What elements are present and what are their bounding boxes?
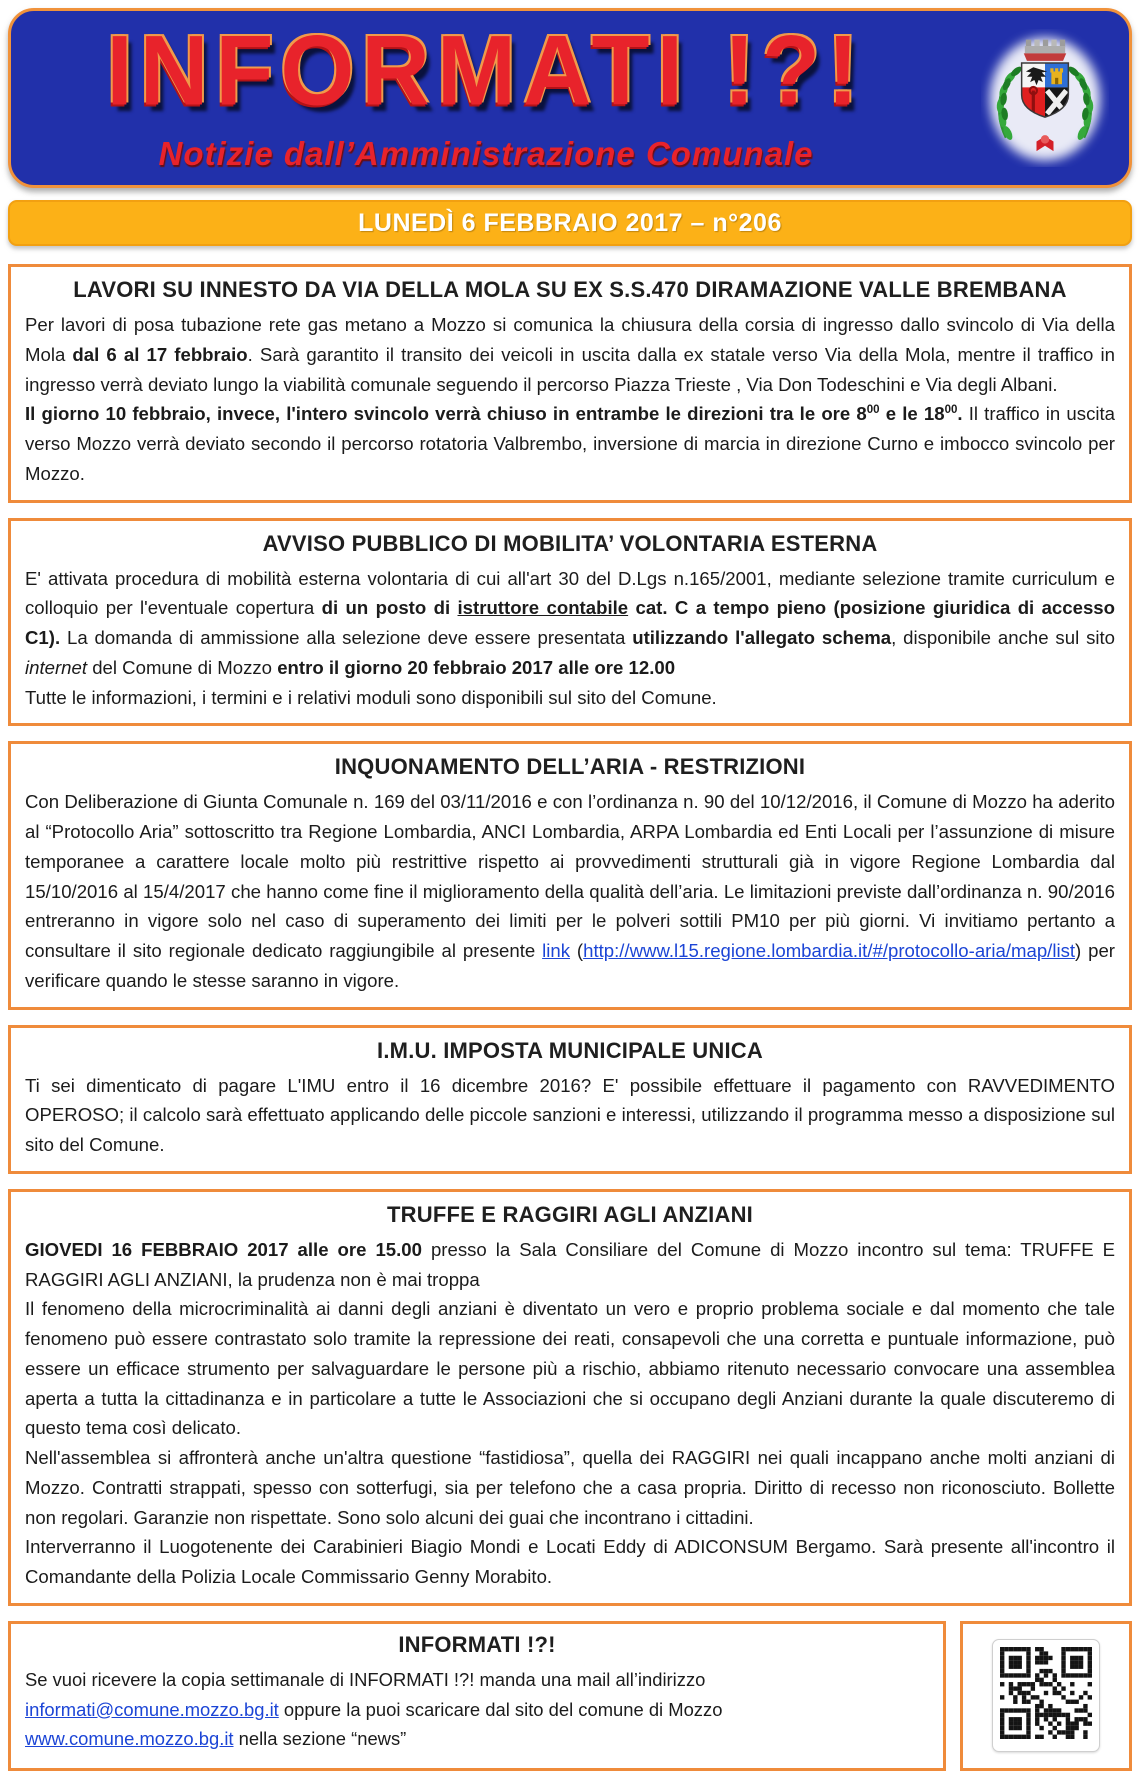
text-run: 00 <box>944 404 958 417</box>
hyperlink[interactable]: http://www.l15.regione.lombardia.it/#/protocollo-aria/map/list <box>583 940 1076 961</box>
section-paragraph <box>25 1071 1115 1160</box>
section-title: AVVISO PUBBLICO DI MOBILITA’ VOLONTARIA ESTERNA <box>262 530 878 556</box>
text-run: internet <box>25 656 88 678</box>
text-run: oppure la puoi scaricare dal sito del comune di Mozzo <box>278 1698 723 1720</box>
text-run: Tutte le informazioni, i termini e i relativi moduli sono disponibili sul sito del Comune. <box>25 686 717 708</box>
text-run: del Comune di Mozzo <box>87 656 278 678</box>
section-paragraph <box>25 310 1115 399</box>
qr-frame <box>992 1639 1100 1752</box>
section-paragraph <box>25 1443 1115 1532</box>
sections <box>8 264 1132 1606</box>
text-run: 00 <box>866 404 880 417</box>
qr-box <box>960 1621 1132 1771</box>
footer-title: INFORMATI !?! <box>398 1631 556 1657</box>
text-run: Con Deliberazione di Giunta Comunale n. 169 del 03/11/2016 e con l’ordinanza n. 90 del 10/12/2016, il Comune di Mozzo ha aderito al “Protocollo Aria” sottoscritto tra Regione Lombardia, ANCI Lombardia, ARPA Lombardia ed Enti Locali per l’assunzione di misure temporanee a carattere locale molto più restrittive rispetto ai provvedimenti strutturali già in vigore Regione Lombardia dal 15/10/2016 al 15/4/2017 che hanno come fine il miglioramento della qualità dell’aria. Le limitazioni previste dall’ordinanza n. 90/2016 entreranno in vigore solo nel caso di superamento dei limiti per le polveri sottili PM10 per più giorni. Vi invitiamo pertanto a consultare il sito regionale dedicato raggiungibile al presente <box>25 791 1115 961</box>
hyperlink[interactable]: informati@comune.mozzo.bg.it <box>25 1698 279 1720</box>
text-run: , disponibile anche sul sito <box>891 627 1115 648</box>
section-paragraph <box>25 787 1115 995</box>
news-section <box>8 1189 1132 1606</box>
section-paragraph <box>25 1235 1115 1295</box>
text-run: cat. C a tempo pieno (posizione giuridica di accesso C1). <box>25 597 1115 648</box>
section-paragraph <box>25 683 1115 713</box>
section-title: I.M.U. IMPOSTA MUNICIPALE UNICA <box>377 1037 763 1063</box>
news-section <box>8 264 1132 503</box>
text-run: Nell'assemblea si affronterà anche un'altra questione “fastidiosa”, quella dei RAGGIRI nei quali incappano anche molti anziani di Mozzo. Contratti strappati, spesso con sotterfugi, sia per telefono che a casa propria. Diritto di recesso non riconosciuto. Bollette non regolari. Garanzie non rispettate. Sono solo alcuni dei guai che incontrano i cittadini. <box>25 1447 1115 1528</box>
municipal-coat-of-arms-icon <box>981 29 1109 167</box>
text-run: La domanda di ammissione alla selezione deve essere presentata <box>60 627 633 648</box>
text-run: e le 18 <box>879 403 945 425</box>
text-run: . <box>957 403 963 425</box>
section-title: INQUONAMENTO DELL’ARIA - RESTRIZIONI <box>334 754 806 780</box>
crest-column <box>961 11 1129 185</box>
text-run: GIOVEDI 16 FEBBRAIO 2017 alle ore 15.00 <box>25 1238 422 1260</box>
footer-paragraph <box>25 1665 929 1754</box>
footer-subscribe-box <box>8 1621 946 1771</box>
text-run: Il fenomeno della microcriminalità ai danni degli anziani è diventato un vero e proprio problema sociale e dal momento che tale fenomeno può essere contrastato solo tramite la repressione dei reati, consapevoli che una corretta e puntuale informazione, può essere un efficace strumento per salvaguardare le persone più a rischio, abbiamo ritenuto necessario convocare una assemblea aperta a tutta la cittadinanza e in particolare a tutte le Associazioni che si occupano degli Anziani durante la quale discuteremo di questo tema così delicato. <box>25 1298 1115 1439</box>
qr-code-icon <box>1000 1647 1092 1739</box>
header-text-block <box>11 11 961 185</box>
text-run: Ti sei dimenticato di pagare L'IMU entro il 16 dicembre 2016? E' possibile effettuare il pagamento con RAVVEDIMENTO OPEROSO; il calcolo sarà effettuato applicando delle piccole sanzioni e interessi, utilizzando il programma messo a disposizione sul sito del Comune. <box>25 1074 1115 1155</box>
footer-paragraphs <box>25 1665 929 1754</box>
text-run: di un posto di <box>321 597 458 619</box>
text-run: istruttore contabile <box>457 597 629 619</box>
text-run: Per lavori di posa tubazione rete gas metano a Mozzo si comunica la chiusura della corsia di ingresso dallo svincolo di Via della Mola <box>25 314 1115 365</box>
text-run: presso la Sala Consiliare del Comune di Mozzo incontro sul tema: TRUFFE E RAGGIRI AGLI ANZIANI, la prudenza non è mai troppa <box>25 1238 1115 1290</box>
text-run: ) per verificare quando le stesse saranno in vigore. <box>25 940 1115 991</box>
hyperlink[interactable]: www.comune.mozzo.bg.it <box>25 1728 234 1750</box>
news-section <box>8 1025 1132 1174</box>
footer-row <box>8 1621 1132 1771</box>
text-run: ( <box>570 940 584 961</box>
text-run: nella sezione “news” <box>233 1728 407 1750</box>
text-run: E' attivata procedura di mobilità esterna volontaria di cui all'art 30 del D.Lgs n.165/2001, mediante selezione tramite curriculum e colloquio per l'eventuale copertura <box>25 567 1115 619</box>
text-run: utilizzando l'allegato schema <box>632 627 892 648</box>
text-run: dal 6 al 17 febbraio <box>72 343 248 365</box>
date-banner <box>8 200 1132 246</box>
newsletter-header <box>8 8 1132 188</box>
section-paragraph <box>25 399 1115 488</box>
section-paragraph <box>25 564 1115 683</box>
section-paragraph <box>25 1294 1115 1443</box>
text-run: Il traffico in uscita verso Mozzo verrà deviato secondo il percorso rotatoria Valbrembo, inversione di marcia in direzione Curno e imbocco svincolo per Mozzo. <box>25 403 1115 484</box>
text-run: Interverranno il Luogotenente dei Carabinieri Biagio Mondi e Locati Eddy di ADICONSUM Bergamo. Sarà presente all'incontro il Comandante della Polizia Locale Commissario Genny Morabito. <box>25 1536 1115 1587</box>
news-section <box>8 518 1132 727</box>
text-run: Il giorno 10 febbraio, invece, l'intero svincolo verrà chiuso in entrambe le direzioni tra le ore 8 <box>25 403 867 425</box>
date-banner-text: LUNEDÌ 6 FEBBRAIO 2017 – n°206 <box>358 208 782 237</box>
text-run: entro il giorno 20 febbraio 2017 alle ore 12.00 <box>277 656 676 678</box>
newsletter-subtitle: Notizie dall’Amministrazione Comunale <box>158 134 814 172</box>
news-section <box>8 741 1132 1009</box>
hyperlink[interactable]: link <box>542 940 571 961</box>
section-title: LAVORI SU INNESTO DA VIA DELLA MOLA SU EX S.S.470 DIRAMAZIONE VALLE BREMBANA <box>73 277 1067 302</box>
newsletter-title: INFORMATI !?! <box>106 14 866 127</box>
section-paragraph <box>25 1532 1115 1592</box>
text-run: . Sarà garantito il transito dei veicoli in uscita dalla ex statale verso Via della Mola, mentre il traffico in ingresso verrà deviato lungo la viabilità comunale seguendo il percorso Piazza Trieste , Via Don Todeschini e Via degli Albani. <box>25 343 1115 395</box>
text-run: Se vuoi ricevere la copia settimanale di INFORMATI !?! manda una mail all’indirizzo <box>25 1668 706 1690</box>
section-title: TRUFFE E RAGGIRI AGLI ANZIANI <box>387 1201 753 1227</box>
